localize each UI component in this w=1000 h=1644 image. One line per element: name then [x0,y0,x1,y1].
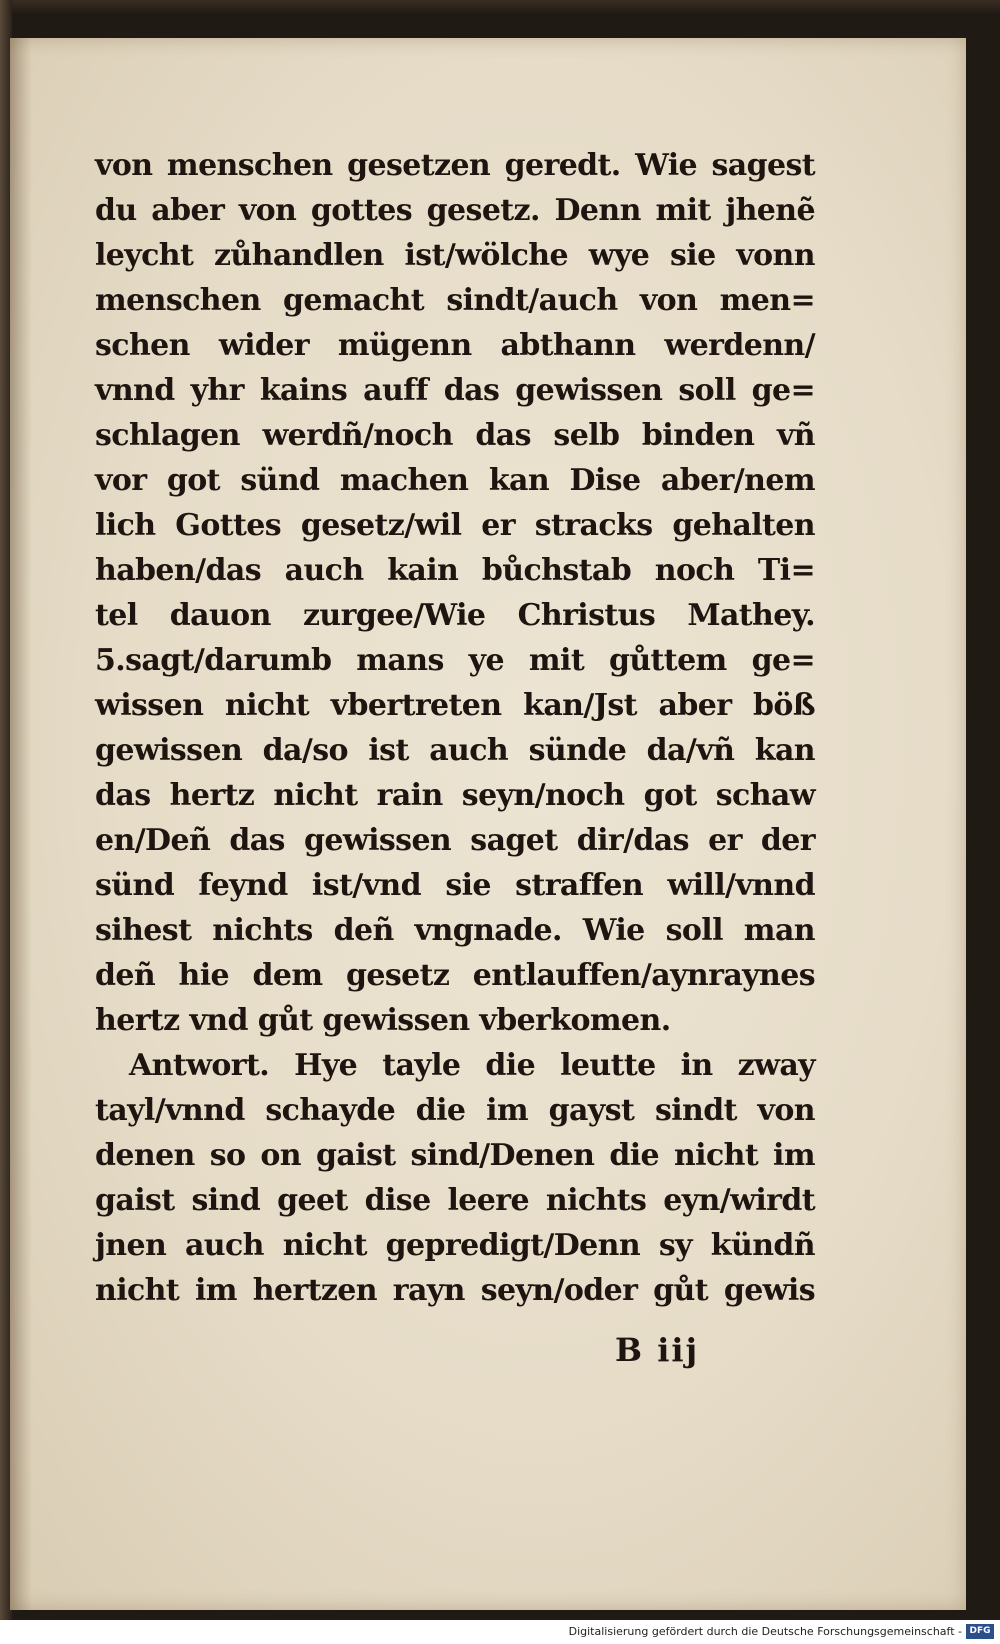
text-line: gaist sind geet dise leere nichts eyn/wirdt [95,1183,815,1218]
page-text-block [95,143,815,1313]
text-line: sünd feynd ist/vnd sie straffen will/vnnd [95,868,815,903]
text-line: deñ hie dem gesetz entlauffen/aynraynes [95,958,815,993]
text-line: tel dauon zurgee/Wie Christus Mathey. [95,598,815,633]
text-line: von menschen gesetzen geredt. Wie sagest [95,148,815,183]
page-gutter-shadow [10,38,32,1610]
text-line: schlagen werdñ/noch das selb binden vñ [95,418,815,453]
text-line: du aber von gottes gesetz. Denn mit jhenẽ [95,193,815,228]
text-line: gewissen da/so ist auch sünde da/vñ kan [95,733,815,768]
text-line: tayl/vnnd schayde die im gayst sindt von [95,1093,815,1128]
signature-mark: B iij [615,1331,700,1369]
text-line: vor got sünd machen kan Dise aber/nem [95,463,815,498]
text-line: das hertz nicht rain seyn/noch got schaw [95,778,815,813]
text-line: schen wider mügenn abthann werdenn/ [95,328,815,363]
footer-bar [0,1620,1000,1644]
dfg-logo: DFG [966,1624,994,1639]
text-line: hertz vnd gůt gewissen vberkomen. [95,1003,671,1038]
text-line: menschen gemacht sindt/auch von men= [95,283,815,318]
funding-notice: Digitalisierung gefördert durch die Deutsche Forschungsgemeinschaft - [568,1625,962,1638]
text-line: nicht im hertzen rayn seyn/oder gůt gewis [95,1273,815,1308]
text-line: leycht zůhandlen ist/wölche wye sie vonn [95,238,815,273]
text-line: en/Deñ das gewissen saget dir/das er der [95,823,815,858]
text-line: lich Gottes gesetz/wil er stracks gehalten [95,508,815,543]
text-line: 5.sagt/darumb mans ye mit gůttem ge= [95,643,815,678]
text-line: vnnd yhr kains auff das gewissen soll ge= [95,373,815,408]
book-top-edge [0,0,1000,14]
text-line: haben/das auch kain bůchstab noch Ti= [95,553,815,588]
text-line: denen so on gaist sind/Denen die nicht im [95,1138,815,1173]
text-line: jnen auch nicht gepredigt/Denn sy kündñ [95,1228,815,1263]
text-line: Antwort. Hye tayle die leutte in zway [129,1048,815,1083]
book-page [10,38,966,1610]
text-line: wissen nicht vbertreten kan/Jst aber böß [95,688,815,723]
text-line: sihest nichts deñ vngnade. Wie soll man [95,913,815,948]
